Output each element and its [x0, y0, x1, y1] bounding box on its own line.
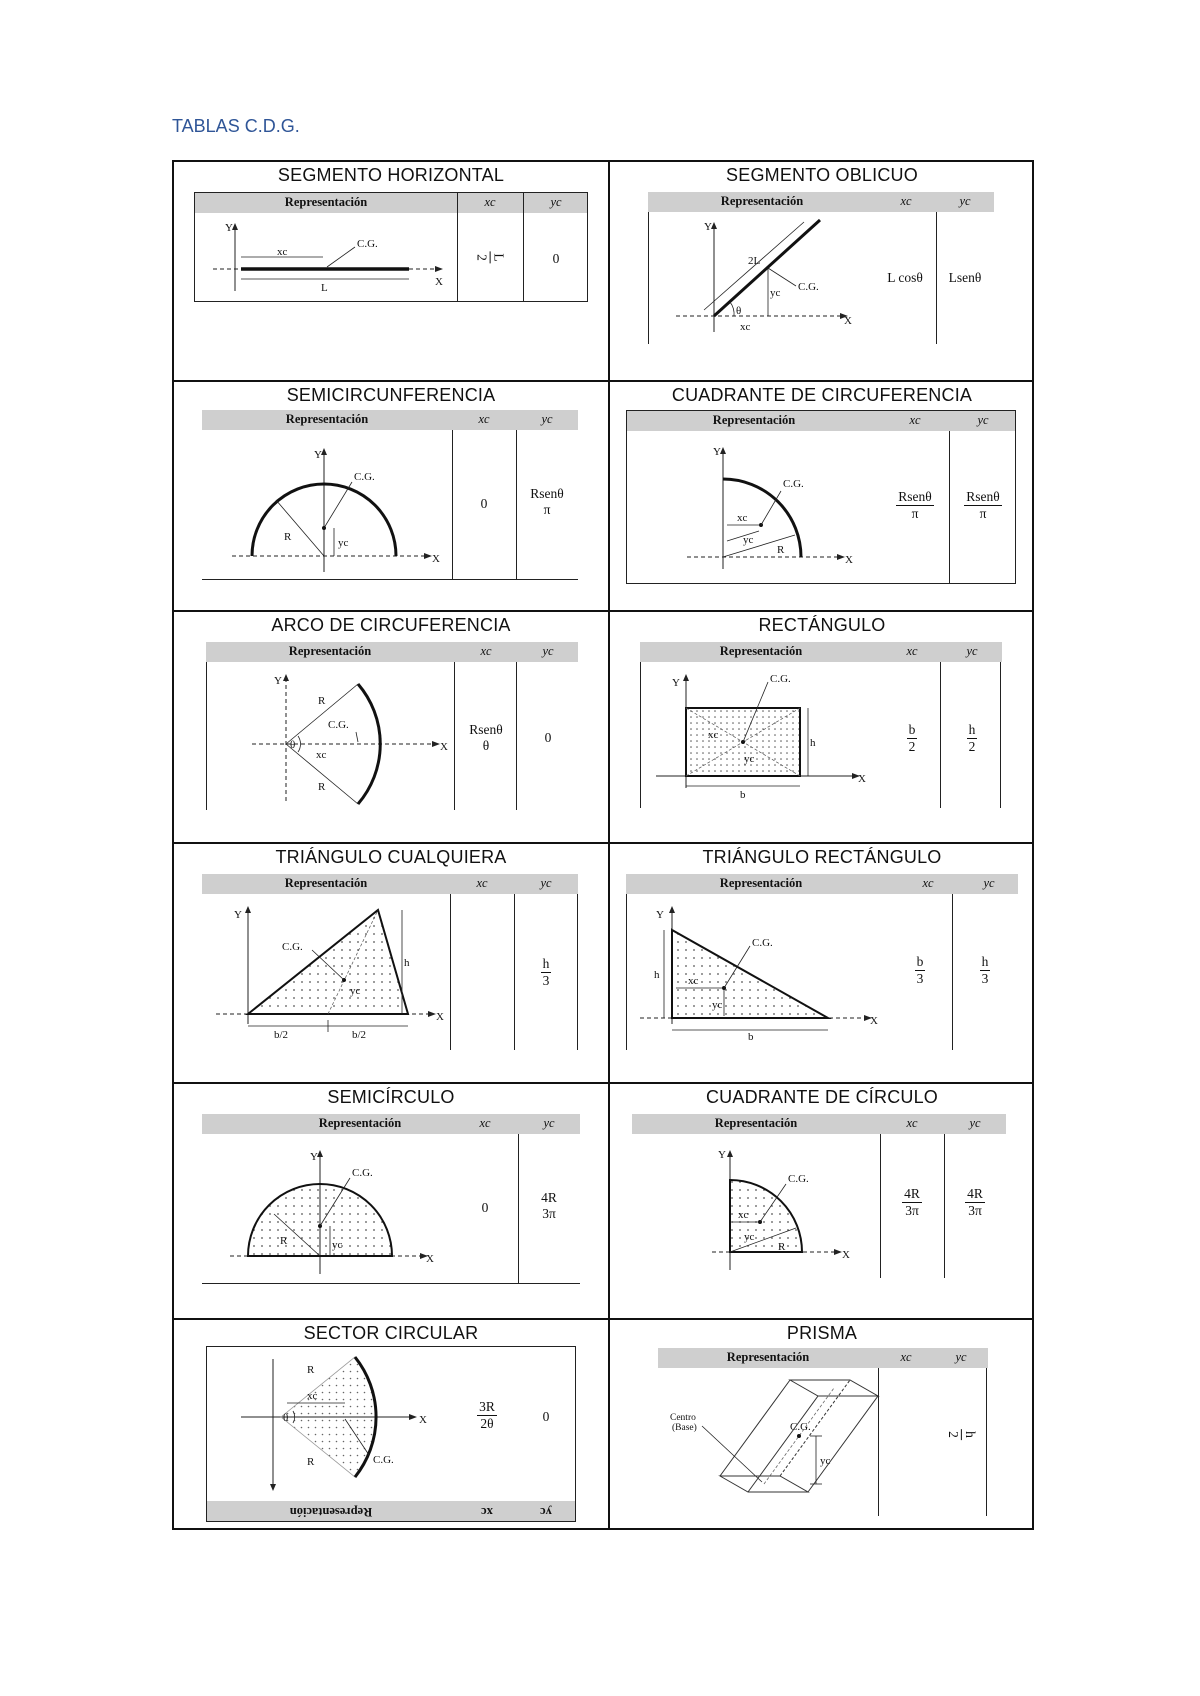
header-xc: xc — [479, 1116, 491, 1130]
rectangle-diagram — [640, 642, 882, 808]
yc-label: yc — [350, 985, 361, 997]
cell-triangulo-cualquiera — [174, 842, 608, 1082]
xc-value: $\frac{b}{2}$ — [908, 722, 916, 754]
header-xc: xc — [909, 413, 921, 427]
cell-title: CUADRANTE DE CÍRCULO — [705, 1087, 939, 1107]
length-label: 2L — [748, 255, 761, 267]
formula-table — [632, 1114, 1006, 1278]
xc-value: Rsenθ θ — [469, 722, 503, 753]
y-axis-label: Y — [704, 221, 712, 233]
xc-label: xc — [307, 1390, 318, 1402]
b-half-left-label: b/2 — [274, 1029, 289, 1041]
formula-table — [626, 874, 1018, 1050]
xc-label: xc — [277, 246, 288, 258]
header-yc: yc — [543, 1116, 555, 1130]
h-label: h — [654, 969, 660, 981]
cell-title: SECTOR CIRCULAR — [303, 1323, 479, 1343]
formula-table — [648, 192, 994, 344]
yc-label: yc — [744, 753, 755, 765]
formula-table — [626, 410, 1016, 584]
formula-table — [640, 642, 1002, 808]
x-axis-label: X — [870, 1015, 878, 1027]
cell-title: RECTÁNGULO — [758, 615, 886, 635]
x-axis-label: X — [426, 1253, 434, 1265]
header-xc: xc — [481, 1505, 493, 1519]
oblique-segment-diagram — [648, 192, 876, 344]
cell-triangulo-rectangulo — [608, 842, 1034, 1082]
header-representacion: Representación — [284, 876, 368, 890]
cell-title: TRIÁNGULO CUALQUIERA — [275, 847, 507, 867]
yc-value: $\frac{h}{3}$ — [981, 954, 989, 986]
header-representacion: Representación — [719, 644, 803, 658]
cell-arco-circunferencia — [174, 610, 608, 842]
quadrant-circle-diagram — [632, 1114, 880, 1278]
semicircumference-diagram — [202, 410, 452, 580]
y-axis-label: Y — [225, 222, 233, 234]
xc-label: xc — [688, 975, 699, 987]
formula-table — [206, 1346, 576, 1522]
b-label: b — [748, 1031, 754, 1043]
cell-semicirculo — [174, 1082, 608, 1318]
r-label: R — [778, 1241, 786, 1253]
xc-value: L 2 — [474, 253, 507, 262]
xc-value: $\frac{3R}{2\theta}$ — [479, 1399, 495, 1431]
xc-value: $\frac{\text{Rsenθ}}{\pi}$ — [898, 489, 932, 521]
h-label: h — [810, 737, 816, 749]
y-axis-label: Y — [718, 1149, 726, 1161]
header-representacion: Representación — [288, 644, 372, 658]
y-axis-label: Y — [656, 909, 664, 921]
semicircle-diagram — [202, 1114, 452, 1284]
cell-title: ARCO DE CIRCUFERENCIA — [271, 615, 511, 635]
xc-label: xc — [708, 729, 719, 741]
header-xc: xc — [478, 412, 490, 426]
xc-label: xc — [738, 1209, 749, 1221]
header-xc: xc — [906, 1116, 918, 1130]
xc-label: xc — [316, 749, 327, 761]
header-yc: yc — [977, 413, 989, 427]
h-label: h — [404, 957, 410, 969]
y-axis-label: Y — [713, 446, 721, 458]
formula-table — [658, 1348, 988, 1516]
header-xc: xc — [900, 194, 912, 208]
cg-label: C.G. — [752, 937, 773, 949]
x-axis-label: X — [419, 1414, 427, 1426]
cell-title: SEMICÍRCULO — [327, 1087, 455, 1107]
cg-label: C.G. — [354, 471, 375, 483]
header-representacion: Representación — [714, 1116, 798, 1130]
cg-label: C.G. — [352, 1167, 373, 1179]
b-label: b — [740, 789, 746, 801]
xc-label: xc — [737, 512, 748, 524]
header-yc: yc — [955, 1350, 967, 1364]
cell-title: PRISMA — [786, 1323, 858, 1343]
xc-value: L cosθ — [887, 270, 923, 285]
yc-label: yc — [712, 999, 723, 1011]
formula-table — [202, 1114, 580, 1284]
header-xc: xc — [922, 876, 934, 890]
yc-value: $\frac{\text{Rsenθ}}{\pi}$ — [966, 489, 1000, 521]
yc-value: 0 — [552, 251, 560, 266]
cell-title: SEMICIRCUNFERENCIA — [286, 385, 496, 405]
r-bottom-label: R — [318, 781, 326, 793]
header-xc: xc — [476, 876, 488, 890]
header-xc: xc — [484, 195, 496, 209]
cell-sector-circular — [174, 1318, 608, 1530]
y-axis-label: Y — [672, 677, 680, 689]
triangle-diagram — [202, 874, 450, 1050]
right-triangle-diagram — [626, 874, 896, 1050]
header-representacion: Representación — [289, 1505, 373, 1519]
prism-diagram — [658, 1348, 878, 1516]
header-yc: yc — [540, 876, 552, 890]
header-representacion: Representación — [318, 1116, 402, 1130]
cg-label: C.G. — [770, 673, 791, 685]
y-axis-label: Y — [274, 675, 282, 687]
cg-label: C.G. — [357, 238, 378, 250]
x-axis-label: X — [842, 1249, 850, 1261]
x-axis-label: X — [436, 1011, 444, 1023]
r-label: R — [280, 1235, 288, 1247]
cell-title: SEGMENTO OBLICUO — [726, 165, 918, 185]
cell-cuadrante-circunferencia — [608, 380, 1034, 610]
cg-label: C.G. — [790, 1421, 811, 1433]
header-xc: xc — [480, 644, 492, 658]
formula-table — [194, 192, 588, 302]
header-representacion: Representación — [285, 412, 369, 426]
header-representacion: Representación — [726, 1350, 810, 1364]
r-label: R — [777, 544, 785, 556]
header-yc: yc — [959, 194, 971, 208]
xc-value: $\frac{b}{3}$ — [916, 954, 924, 986]
header-representacion: Representación — [284, 195, 368, 209]
header-representacion: Representación — [712, 413, 796, 427]
cg-label: C.G. — [373, 1454, 394, 1466]
sector-diagram — [207, 1347, 457, 1503]
r-label: R — [284, 531, 292, 543]
yc-value: 4R 3π — [541, 1190, 557, 1221]
base-label: (Base) — [672, 1423, 697, 1433]
cg-label: C.G. — [783, 478, 804, 490]
cg-label: C.G. — [788, 1173, 809, 1185]
cg-label: C.G. — [328, 719, 349, 731]
cell-title: TRIÁNGULO RECTÁNGULO — [702, 847, 942, 867]
formula-table — [206, 642, 578, 810]
header-xc: xc — [906, 644, 918, 658]
length-label: L — [321, 282, 328, 294]
header-yc: yc — [540, 1505, 552, 1519]
yc-value: 0 — [542, 1409, 550, 1424]
cell-prisma — [608, 1318, 1034, 1530]
r-top-label: R — [307, 1364, 315, 1376]
yc-label: yc — [770, 287, 781, 299]
r-top-label: R — [318, 695, 326, 707]
x-axis-label: X — [844, 315, 852, 327]
cg-label: C.G. — [798, 281, 819, 293]
cell-title: SEGMENTO HORIZONTAL — [277, 165, 505, 185]
table-header-rotated — [207, 1501, 575, 1521]
b-half-right-label: b/2 — [352, 1029, 367, 1041]
x-axis-label: X — [435, 276, 443, 288]
header-yc: yc — [542, 644, 554, 658]
r-bottom-label: R — [307, 1456, 315, 1468]
xc-value: $\frac{4R}{3\pi}$ — [904, 1186, 920, 1218]
theta-label: θ — [283, 1412, 289, 1424]
cell-rectangulo — [608, 610, 1034, 842]
header-xc: xc — [900, 1350, 912, 1364]
x-axis-label: X — [440, 741, 448, 753]
yc-value: $\frac{4R}{3\pi}$ — [967, 1186, 983, 1218]
quadrant-arc-diagram — [627, 411, 881, 585]
yc-value: Rsenθ π — [530, 486, 564, 517]
xc-value: 0 — [481, 1200, 489, 1215]
yc-value: Lsenθ — [948, 270, 982, 285]
cell-cuadrante-circulo — [608, 1082, 1034, 1318]
cell-title: CUADRANTE DE CIRCUFERENCIA — [671, 385, 973, 405]
arc-diagram — [206, 642, 454, 810]
xc-label: xc — [740, 321, 751, 333]
yc-label: yc — [332, 1239, 343, 1251]
cell-segmento-oblicuo — [608, 162, 1034, 380]
header-representacion: Representación — [719, 876, 803, 890]
cell-segmento-horizontal — [174, 162, 608, 380]
x-axis-label: X — [432, 553, 440, 565]
xc-value: 0 — [480, 496, 488, 511]
header-representacion: Representación — [720, 194, 804, 208]
yc-value: 0 — [544, 730, 552, 745]
page-title: TABLAS C.D.G. — [172, 116, 300, 136]
yc-value: $\frac{h}{3}$ — [542, 956, 550, 988]
y-axis-label: Y — [310, 1151, 318, 1163]
theta-label: θ — [736, 305, 742, 317]
yc-value: $\frac{h}{2}$ — [968, 722, 976, 754]
yc-label: yc — [744, 1231, 755, 1243]
cell-semicircunferencia — [174, 380, 608, 610]
y-axis-label: Y — [234, 909, 242, 921]
header-yc: yc — [969, 1116, 981, 1130]
cg-label: C.G. — [282, 941, 303, 953]
yc-label: yc — [338, 537, 349, 549]
theta-label: θ — [290, 739, 296, 751]
formula-table — [202, 874, 578, 1050]
segment-diagram — [195, 193, 457, 303]
yc-label: yc — [820, 1455, 831, 1467]
yc-value: h 2 — [945, 1431, 978, 1438]
x-axis-label: X — [858, 773, 866, 785]
y-axis-label: Y — [314, 449, 322, 461]
header-yc: yc — [550, 195, 562, 209]
yc-label: yc — [743, 534, 754, 546]
header-yc: yc — [541, 412, 553, 426]
header-yc: yc — [983, 876, 995, 890]
formula-table — [202, 410, 578, 580]
centro-label: Centro — [670, 1413, 696, 1423]
header-yc: yc — [966, 644, 978, 658]
cdg-table-grid — [172, 160, 1034, 1530]
x-axis-label: X — [845, 554, 853, 566]
